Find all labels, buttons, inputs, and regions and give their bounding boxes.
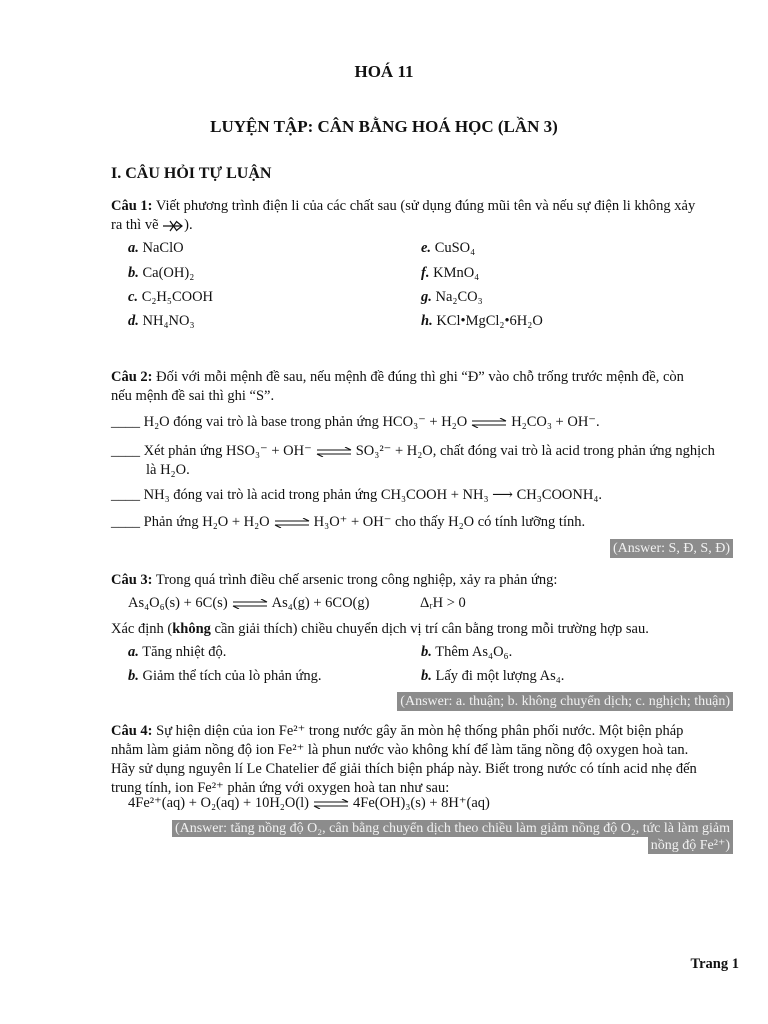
question-4 xyxy=(111,722,733,798)
option-text: Giảm thể tích của lò phản ứng. xyxy=(142,668,322,684)
statement-text: H₂CO₃ + OH⁻. xyxy=(511,414,600,430)
option-text: Thêm As₄O₆. xyxy=(435,644,513,660)
statement-text: H₂O đóng vai trò là base trong phản ứng HCO₃⁻ + H₂O xyxy=(140,414,468,430)
option-text: C₂H₅COOH xyxy=(141,289,214,305)
option-f xyxy=(421,265,479,282)
option-text: Tăng nhiệt độ. xyxy=(142,644,227,660)
option-letter: a. xyxy=(128,240,139,256)
equilibrium-arrow-icon xyxy=(232,599,268,609)
question-3-text: Trong quá trình điều chế arsenic trong công nghiệp, xảy ra phản ứng: xyxy=(152,572,558,588)
option-a xyxy=(128,240,184,257)
answer-box-q3: (Answer: a. thuận; b. không chuyển dịch; c. nghịch; thuận) xyxy=(397,692,733,711)
option-letter: e. xyxy=(421,240,432,256)
option-letter: b. xyxy=(421,668,432,684)
question-2-text-line2: nếu mệnh đề sai thì ghi “S”. xyxy=(111,388,275,404)
equation-left: As₄O₆(s) + 6C(s) xyxy=(128,595,228,611)
q3-option-2 xyxy=(421,644,512,661)
question-1 xyxy=(111,197,733,235)
option-letter: f. xyxy=(421,265,430,281)
question-4-line4: trung tính, ion Fe²⁺ phản ứng với oxygen hoà tan như sau: xyxy=(111,780,450,796)
statement-text: H₃O⁺ + OH⁻ cho thấy H₂O có tính lưỡng tính. xyxy=(313,514,586,530)
q3-option-3 xyxy=(128,668,322,685)
option-letter: c. xyxy=(128,289,139,305)
question-3-instruction xyxy=(111,620,733,639)
question-1-text-line2a: ra thì vẽ xyxy=(111,217,163,233)
question-1-text-line2b: ). xyxy=(184,217,193,233)
option-text: Ca(OH)₂ xyxy=(142,265,195,281)
equation-right: 4Fe(OH)₃(s) + 8H⁺(aq) xyxy=(353,795,490,811)
option-c xyxy=(128,289,213,306)
q3-option-1 xyxy=(128,644,226,661)
statement-3 xyxy=(111,486,733,505)
question-2-text-line1: Đối với mỗi mệnh đề sau, nếu mệnh đề đúng thì ghi “Đ” vào chỗ trống trước mệnh đề, còn xyxy=(152,369,684,385)
option-g xyxy=(421,289,483,306)
option-e xyxy=(421,240,475,257)
option-letter: h. xyxy=(421,313,433,329)
equation-q4 xyxy=(128,795,490,812)
equilibrium-arrow-icon xyxy=(471,418,507,428)
answer-blank: ____ xyxy=(111,487,140,503)
question-4-label: Câu 4: xyxy=(111,723,153,739)
question-3-label: Câu 3: xyxy=(111,572,153,588)
option-d xyxy=(128,313,195,330)
statement-text: là H₂O. xyxy=(146,462,190,478)
equation-q3 xyxy=(128,595,369,612)
question-3 xyxy=(111,571,733,590)
option-letter: g. xyxy=(421,289,432,305)
equilibrium-arrow-icon xyxy=(274,518,310,528)
question-2-label: Câu 2: xyxy=(111,369,153,385)
statement-text: Xét phản ứng HSO₃⁻ + OH⁻ xyxy=(140,443,312,459)
answer-blank: ____ xyxy=(111,514,140,530)
equation-right: As₄(g) + 6CO(g) xyxy=(271,595,370,611)
answer-box-q4 xyxy=(172,820,733,854)
statement-2 xyxy=(111,442,733,480)
statement-text: NH₃ đóng vai trò là acid trong phản ứng CH₃COOH + NH₃ ⟶ CH₃COONH₄. xyxy=(140,487,603,503)
answer-line: (Answer: tăng nồng độ O₂, cân bằng chuyển dịch theo chiều làm giảm nồng độ O₂, tức là làm giảm xyxy=(172,820,733,837)
question-4-line1: Sự hiện diện của ion Fe²⁺ trong nước gây ăn mòn hệ thống phân phối nước. Một biện pháp xyxy=(152,723,684,739)
option-letter: b. xyxy=(421,644,432,660)
instruction-text: Xác định ( xyxy=(111,621,173,637)
instruction-bold: không xyxy=(172,621,211,637)
option-text: NaClO xyxy=(142,240,184,256)
q3-option-4 xyxy=(421,668,564,685)
option-h xyxy=(421,313,543,330)
statement-text: SO₃²⁻ + H₂O, chất đóng vai trò là acid trong phản ứng nghịch xyxy=(355,443,715,459)
option-text: KMnO₄ xyxy=(433,265,480,281)
option-letter: d. xyxy=(128,313,139,329)
equation-left: 4Fe²⁺(aq) + O₂(aq) + 10H₂O(l) xyxy=(128,795,310,811)
document-title: HOÁ 11 xyxy=(354,62,414,81)
option-letter: b. xyxy=(128,668,139,684)
option-text: Lấy đi một lượng As₄. xyxy=(435,668,565,684)
answer-blank: ____ xyxy=(111,414,140,430)
option-b xyxy=(128,265,194,282)
question-2 xyxy=(111,368,733,406)
question-1-label: Câu 1: xyxy=(111,198,153,214)
statement-1 xyxy=(111,413,733,432)
question-4-line2: nhằm làm giảm nồng độ ion Fe²⁺ là phun nước vào không khí để làm tăng nồng độ oxygen hoà tan. xyxy=(111,742,689,758)
answer-blank: ____ xyxy=(111,443,140,459)
statement-4 xyxy=(111,513,733,532)
answer-line: nồng độ Fe²⁺) xyxy=(648,837,733,854)
instruction-text: cần giải thích) chiều chuyển dịch vị trí cân bằng trong mỗi trường hợp sau. xyxy=(210,621,649,637)
no-reaction-arrow-icon xyxy=(162,220,184,232)
option-letter: a. xyxy=(128,644,139,660)
option-letter: b. xyxy=(128,265,139,281)
question-1-text-line1: Viết phương trình điện li của các chất sau (sử dụng đúng mũi tên và nếu sự điện li không xảy xyxy=(152,198,696,214)
answer-box-q2: (Answer: S, Đ, S, Đ) xyxy=(610,539,733,558)
option-text: Na₂CO₃ xyxy=(435,289,483,305)
enthalpy-condition: ΔᵣH > 0 xyxy=(420,595,466,611)
equilibrium-arrow-icon xyxy=(316,447,352,457)
section-heading: I. CÂU HỎI TỰ LUẬN xyxy=(111,165,272,182)
question-4-line3: Hãy sử dụng nguyên lí Le Chatelier để giải thích biện pháp này. Biết trong nước có tính acid nhẹ đến xyxy=(111,761,697,777)
document-subtitle: LUYỆN TẬP: CÂN BẰNG HOÁ HỌC (LẦN 3) xyxy=(210,117,558,136)
page-number: Trang 1 xyxy=(690,956,739,972)
option-text: CuSO₄ xyxy=(434,240,476,256)
statement-text: Phản ứng H₂O + H₂O xyxy=(140,514,270,530)
option-text: KCl•MgCl₂•6H₂O xyxy=(436,313,543,329)
equilibrium-arrow-icon xyxy=(313,799,349,809)
option-text: NH₄NO₃ xyxy=(142,313,195,329)
